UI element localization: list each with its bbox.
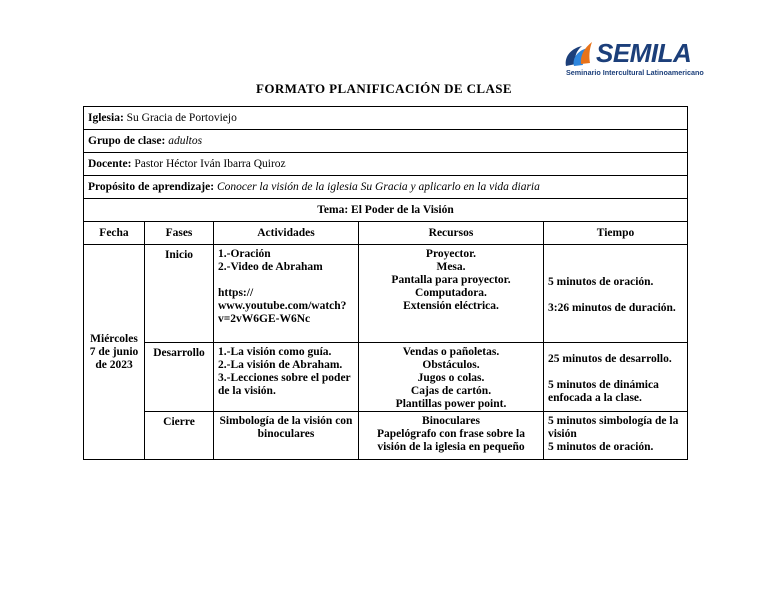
video-link[interactable]: https:// <box>218 287 254 299</box>
proposito-label: Propósito de aprendizaje: <box>88 180 215 193</box>
recurso-line: Binoculares <box>422 415 480 427</box>
fecha-cell <box>84 245 145 460</box>
grupo-value: adultos <box>168 134 203 147</box>
recurso-line: Extensión eléctrica. <box>403 300 499 312</box>
grupo-label: Grupo de clase: <box>88 134 166 147</box>
semila-logo <box>560 40 720 80</box>
header-fecha: Fecha <box>84 222 145 245</box>
spacer <box>548 289 683 302</box>
tiempo-line: enfocada a la clase. <box>548 391 642 404</box>
actividades-cierre <box>214 412 359 460</box>
actividad-line: binoculares <box>257 428 315 440</box>
video-link[interactable]: v=2vW6GE-W6Nc <box>218 313 311 325</box>
info-row-grupo <box>84 130 688 153</box>
video-link[interactable]: www.youtube.com/watch? <box>218 300 347 312</box>
tiempo-line: visión <box>548 428 577 440</box>
fecha-line: de 2023 <box>95 358 133 371</box>
actividad-line: 2.-La visión de Abraham. <box>218 359 343 371</box>
iglesia-value: Su Gracia de Portoviejo <box>126 111 237 124</box>
proposito-value: Conocer la visión de la iglesia Su Gracia y aplicarlo en la vida diaria <box>216 180 540 193</box>
grupo-cell <box>84 130 688 153</box>
fecha-line: Miércoles <box>90 332 138 345</box>
info-row-iglesia <box>84 107 688 130</box>
logo-wordmark-text: SEMILA <box>596 38 692 68</box>
fecha-line: 7 de junio <box>89 345 139 358</box>
table-row-desarrollo <box>84 343 688 412</box>
fase-desarrollo: Desarrollo <box>145 343 214 412</box>
tiempo-line: 5 minutos de dinámica <box>548 378 659 391</box>
actividades-inicio <box>214 245 359 343</box>
actividad-line: 2.-Video de Abraham <box>218 261 323 273</box>
tiempo-line: 25 minutos de desarrollo. <box>548 352 672 365</box>
header-tiempo: Tiempo <box>544 222 688 245</box>
actividad-line: 3.-Lecciones sobre el poder <box>218 372 351 384</box>
recurso-line: Obstáculos. <box>422 359 480 371</box>
tiempo-line: 5 minutos simbología de la <box>548 415 679 427</box>
logo-subtitle: Seminario Intercultural Latinoamericano <box>566 68 704 77</box>
recurso-line: Mesa. <box>436 261 466 273</box>
table-row-cierre <box>84 412 688 460</box>
recurso-line: Computadora. <box>415 287 487 299</box>
tiempo-desarrollo <box>544 343 688 412</box>
recursos-inicio <box>359 245 544 343</box>
document-title: FORMATO PLANIFICACIÓN DE CLASE <box>255 81 512 96</box>
actividades-desarrollo <box>214 343 359 412</box>
actividad-line: Simbología de la visión con <box>219 415 353 427</box>
recurso-line: Vendas o pañoletas. <box>402 346 500 358</box>
header-row <box>84 222 688 245</box>
info-row-proposito <box>84 176 688 199</box>
spacer <box>548 366 683 379</box>
recursos-cierre <box>359 412 544 460</box>
recurso-line: Cajas de cartón. <box>410 385 492 397</box>
recurso-line: visión de la iglesia en pequeño <box>377 441 525 453</box>
actividad-line: 1.-Oración <box>218 248 271 260</box>
tema-row <box>84 199 688 222</box>
tiempo-line: 3:26 minutos de duración. <box>548 301 676 314</box>
tiempo-inicio <box>544 245 688 343</box>
recurso-line: Plantillas power point. <box>395 398 507 410</box>
info-row-docente <box>84 153 688 176</box>
tiempo-cierre <box>544 412 688 460</box>
docente-value: Pastor Héctor Iván Ibarra Quiroz <box>134 157 286 170</box>
iglesia-label: Iglesia: <box>88 111 124 124</box>
table-row-inicio <box>84 245 688 343</box>
tiempo-line: 5 minutos de oración. <box>548 275 654 288</box>
docente-label: Docente: <box>88 157 132 170</box>
tema-title: Tema: El Poder de la Visión <box>84 199 688 222</box>
flame-emblem-icon <box>562 40 598 70</box>
tiempo-line: 5 minutos de oración. <box>548 441 654 453</box>
planning-table <box>83 106 688 460</box>
header-actividades: Actividades <box>214 222 359 245</box>
recurso-line: Pantalla para proyector. <box>391 274 511 286</box>
fase-inicio: Inicio <box>145 245 214 343</box>
docente-cell <box>84 153 688 176</box>
recurso-line: Proyector. <box>425 248 477 260</box>
header-recursos: Recursos <box>359 222 544 245</box>
proposito-cell <box>84 176 688 199</box>
iglesia-cell <box>84 107 688 130</box>
recurso-line: Jugos o colas. <box>417 372 485 384</box>
actividad-line: 1.-La visión como guía. <box>218 346 332 358</box>
header-fases: Fases <box>145 222 214 245</box>
recurso-line: Papelógrafo con frase sobre la <box>377 428 525 440</box>
spacer <box>218 274 354 287</box>
logo-wordmark <box>596 38 691 69</box>
actividad-line: de la visión. <box>218 385 276 397</box>
fase-cierre: Cierre <box>145 412 214 460</box>
recursos-desarrollo <box>359 343 544 412</box>
